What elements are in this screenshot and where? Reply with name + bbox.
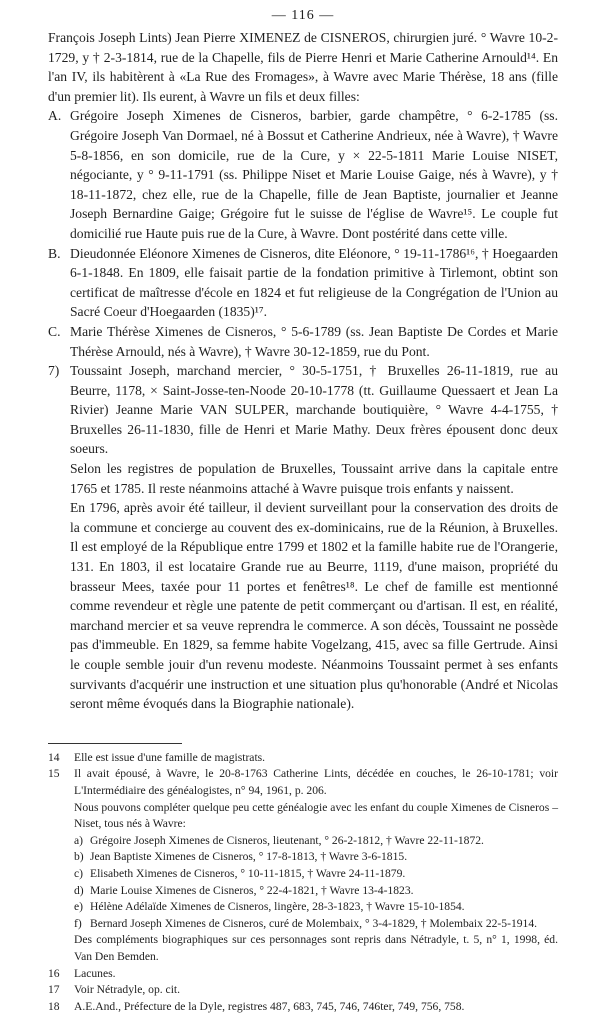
paragraph-intro: François Joseph Lints) Jean Pierre XIMENEZ de CISNEROS, chirurgien juré. ° Wavre 10-2-1729, y † 2-3-1814, rue de la Chapelle, fils de Pierre Henri et Marie Catherine Arnould¹⁴. En l'an IV, ils habitèrent à «La Rue des Fromages», à Wavre avec Marie Thérèse, 18 ans (fille d'un premier lit). Ils eurent, à Wavre un fils et deux filles: xyxy=(48,30,558,104)
footnote-child-item xyxy=(74,899,558,916)
entry-text: Toussaint Joseph, marchand mercier, ° 30-5-1751, † Bruxelles 26-11-1819, rue au Beurre, 1178, × Saint-Josse-ten-Noode 20-10-1778 (tt. Guillaume Quessaert et Jean La Rivier) Jeanne Marie VAN SULPER, marchande boutiquière, ° Wavre 4-4-1755, † Bruxelles 26-11-1830, fille de Henri et Marie Mathy. Deux frères épousent donc deux soeurs. xyxy=(70,363,558,457)
child-label: b) xyxy=(74,850,84,864)
child-entry-a xyxy=(48,106,558,243)
footnote-15 xyxy=(48,766,558,799)
child-label: e) xyxy=(74,900,84,914)
child-text: Grégoire Joseph Ximenes de Cisneros, lieutenant, ° 26-2-1812, † Wavre 22-11-1872. xyxy=(90,833,484,847)
footnote-text: Elle est issue d'une famille de magistrats. xyxy=(74,750,266,764)
footnote-divider xyxy=(48,743,182,744)
footnote-number: 16 xyxy=(48,966,60,980)
paragraph-population: Selon les registres de population de Bruxelles, Toussaint arrive dans la capitale entre 1765 et 1785. Il reste néanmoins attaché à Wavre puisque trois enfants y naissent. xyxy=(70,461,558,496)
footnote-15-sources: Des compléments biographiques sur ces personnages sont repris dans Nétradyle, t. 5, n° 1, 1998, éd. Van Den Bemden. xyxy=(74,933,558,963)
child-text: Hélène Adélaïde Ximenes de Cisneros, lingère, 28-3-1823, † Wavre 15-10-1854. xyxy=(90,900,465,914)
child-label: c) xyxy=(74,866,84,880)
child-entry-b xyxy=(48,244,558,322)
entry-label: C. xyxy=(48,323,61,339)
entry-label: 7) xyxy=(48,363,60,379)
child-text: Bernard Joseph Ximenes de Cisneros, curé de Molembaix, ° 3-4-1829, † Molembaix 22-5-1914. xyxy=(90,916,538,930)
footnote-18 xyxy=(48,999,558,1015)
entry-text: Marie Thérèse Ximenes de Cisneros, ° 5-6-1789 (ss. Jean Baptiste De Cordes et Marie Thérèse Arnould, nés à Wavre), † Wavre 30-12-1859, rue du Pont. xyxy=(70,323,558,359)
page-number: — 116 — xyxy=(271,8,335,23)
entry-text: Grégoire Joseph Ximenes de Cisneros, barbier, garde champêtre, ° 6-2-1785 (ss. Grégoire Joseph Van Dormael, né à Bossut et Catherine Andrieux, née à Wavre), † Wavre 5-8-1856, en son domicile, rue de la Cure, y × 22-5-1811 Marie Louise NISET, négociante, y ° 9-11-1791 (ss. Philippe Niset et Marie Louise Gaige, nés à Wavre), y † 18-11-1872, chez elle, rue de la Chapelle, fille de Jean Baptiste, journalier et Jeanne Joseph Bernardine Gaige; Grégoire fut le suisse de l'église de Wavre¹⁵. Le couple fut domicilié rue Haute puis rue de la Cure, à Wavre. Dont postérité dans cette ville. xyxy=(70,108,558,241)
child-text: Elisabeth Ximenes de Cisneros, ° 10-11-1815, † Wavre 24-11-1879. xyxy=(90,866,406,880)
entry-label: A. xyxy=(48,108,62,124)
footnote-17 xyxy=(48,982,558,999)
footnote-child-item xyxy=(74,833,558,850)
footnote-number: 15 xyxy=(48,767,60,781)
footnote-text: Il avait épousé, à Wavre, le 20-8-1763 Catherine Lints, décédée en couches, le 26-10-1781; voir L'Intermédiaire des généalogistes, n° 94, 1961, p. 206. xyxy=(74,767,558,797)
child-label: d) xyxy=(74,883,84,897)
footnote-child-item xyxy=(74,916,558,933)
footnote-child-item xyxy=(74,883,558,900)
footnote-number: 14 xyxy=(48,750,60,764)
footnote-16 xyxy=(48,966,558,983)
entry-text: Dieudonnée Eléonore Ximenes de Cisneros, dite Eléonore, ° 19-11-1786¹⁶, † Hoegaarden 6-1-1848. En 1809, elle faisait partie de la fondation primitive à Tirlemont, obtint son certificat de maîtresse d'école en 1824 et fut religieuse de la Congrégation de l'Union au Sacré Coeur d'Hoegaarden (1835)¹⁷. xyxy=(70,245,558,320)
child-text: Jean Baptiste Ximenes de Cisneros, ° 17-8-1813, † Wavre 3-6-1815. xyxy=(90,850,408,864)
child-entry-c xyxy=(48,322,558,361)
child-label: a) xyxy=(74,833,84,847)
footnotes xyxy=(48,750,558,1015)
child-label: f) xyxy=(74,916,82,930)
paragraph-career: En 1796, après avoir été tailleur, il devient surveillant pour la conservation des droits de la commune et concierge au couvent des ex-dominicains, rue de la Réunion, à Bruxelles. Il est employé de la République entre 1799 et 1802 et la famille habite rue de l'Orangerie, 131. En 1803, il est locataire Grande rue au Beurre, 1119, d'une maison, propriété du brasseur Mees, taxée pour 11 portes et fenêtres¹⁸. Le chef de famille est mentionné comme revendeur et règle une patente de petit commerçant ou d'artisan. Il est, en réalité, marchand mercier et sa veuve reprendra le commerce. A son décès, Toussaint ne possède pas d'immeuble. En 1829, sa femme habite Vogelzang, 415, avec sa fille Gertrude. Ainsi le couple semble jouir d'un revenu modeste. Néanmoins Toussaint permet à ses enfants survivants d'acquérir une instruction et une situation plus qu'honorable (André et Nicolas seront même évoqués dans la Biographie nationale). xyxy=(70,500,558,712)
footnote-text: Voir Nétradyle, op. cit. xyxy=(74,983,181,997)
footnote-child-item xyxy=(74,866,558,883)
footnote-number: 17 xyxy=(48,983,60,997)
section-entry-7 xyxy=(48,361,558,459)
child-text: Marie Louise Ximenes de Cisneros, ° 22-4-1821, † Wavre 13-4-1823. xyxy=(90,883,414,897)
footnote-14 xyxy=(48,750,558,767)
main-text xyxy=(48,28,558,714)
footnote-text: Lacunes. xyxy=(74,966,116,980)
footnote-child-item xyxy=(74,849,558,866)
footnote-15-continued: Nous pouvons compléter quelque peu cette généalogie avec les enfant du couple Ximenes de Cisneros – Niset, tous nés à Wavre: xyxy=(74,800,558,831)
entry-label: B. xyxy=(48,245,61,261)
footnote-text: A.E.And., Préfecture de la Dyle, registres 487, 683, 745, 746, 746ter, 749, 756, 758. xyxy=(74,999,465,1013)
footnote-number: 18 xyxy=(48,999,60,1013)
